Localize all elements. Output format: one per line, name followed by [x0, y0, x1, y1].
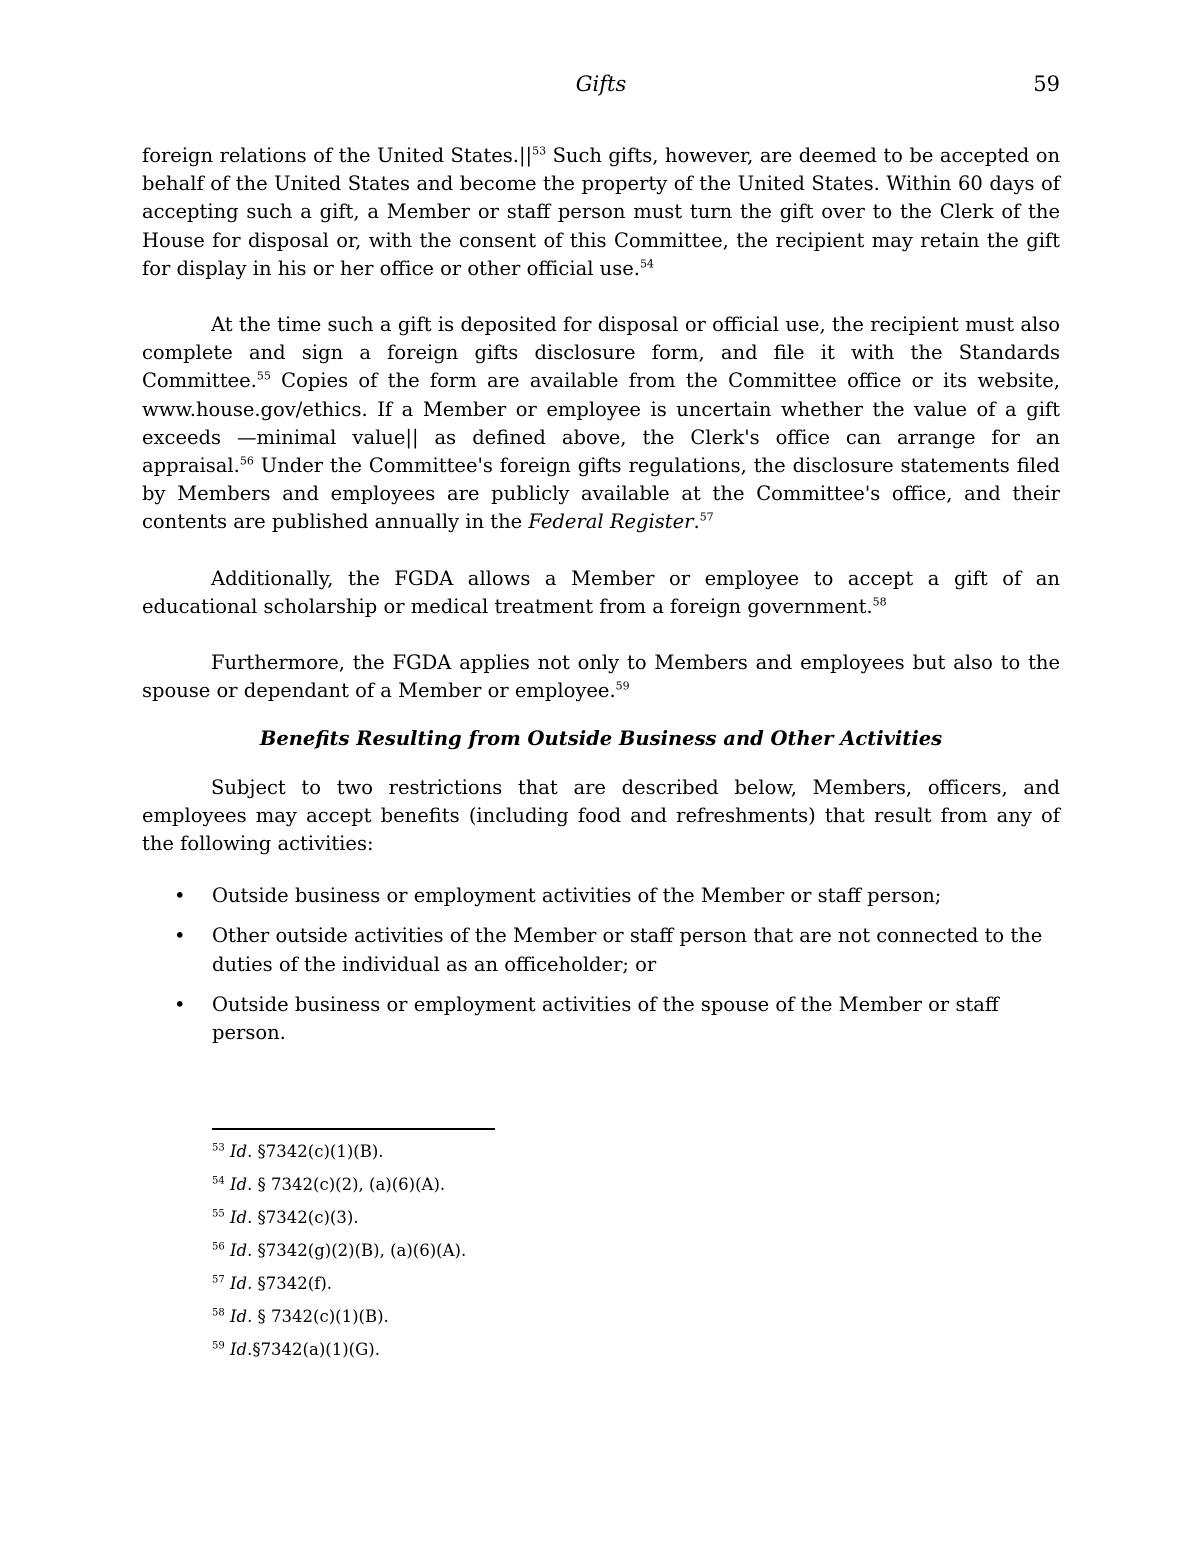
footnote-number: 58: [212, 1307, 225, 1319]
bullet-icon: •: [174, 992, 186, 1016]
paragraph-2-text-b: Copies of the form are available from the Committee office or its website, www.house.gov/ethics. If a Member or employee is uncertain whether the value of a gift exceeds —minimal value|| as defined above, the Clerk's office can arrange for an appraisal.: [142, 369, 1060, 478]
footnotes: [212, 1140, 912, 1371]
footnote-text: § 7342(c)(1)(B).: [252, 1307, 389, 1326]
footnote-text: §7342(f).: [252, 1274, 333, 1293]
paragraph-2-text-d: .: [693, 510, 700, 534]
paragraph-4-text: Furthermore, the FGDA applies not only to Members and employees but also to the spouse or dependant of a Member or employee.: [142, 651, 1060, 703]
running-header: [142, 72, 1060, 104]
footnote-id: Id.: [229, 1241, 253, 1260]
paragraph-3: [142, 565, 1060, 621]
bullet-icon: •: [174, 884, 186, 908]
paragraph-2-text-c: Under the Committee's foreign gifts regulations, the disclosure statements filed by Members and employees are publicly available at the Committee's office, and their contents are published annually in the: [142, 454, 1060, 534]
footnote: [212, 1239, 912, 1272]
paragraph-4: [142, 649, 1060, 705]
footnote-number: 53: [212, 1142, 225, 1154]
footnote-number: 55: [212, 1208, 225, 1220]
list-item: [142, 922, 1060, 978]
footnote-ref-56: 56: [239, 454, 254, 468]
footnote: [212, 1206, 912, 1239]
bullet-icon: •: [174, 924, 186, 948]
footnote-number: 54: [212, 1175, 225, 1187]
list-item-text: Other outside activities of the Member or staff person that are not connected to the duties of the individual as an officeholder; or: [212, 924, 1043, 976]
footnote-id: Id.: [229, 1208, 253, 1227]
footnote: [212, 1140, 912, 1173]
paragraph-2: [142, 311, 1060, 537]
paragraph-1-text-a: foreign relations of the United States.||: [142, 144, 533, 167]
section-subheading: Benefits Resulting from Outside Business and Other Activities: [259, 727, 943, 751]
footnote: [212, 1272, 912, 1305]
footnote-text: §7342(c)(1)(B).: [252, 1142, 384, 1161]
footnote-ref-59: 59: [615, 679, 630, 693]
list-item: [142, 882, 1060, 910]
footnote-id: Id.: [229, 1142, 253, 1161]
page-number: 59: [1033, 72, 1060, 96]
footnote-separator: [212, 1128, 495, 1130]
footnote-text: §7342(g)(2)(B), (a)(6)(A).: [252, 1241, 467, 1260]
footnote-ref-54: 54: [639, 257, 654, 271]
footnote-ref-58: 58: [872, 595, 887, 609]
footnote: [212, 1305, 912, 1338]
footnote: [212, 1338, 912, 1371]
footnote-id: Id.: [229, 1175, 253, 1194]
footnote-number: 56: [212, 1241, 225, 1253]
footnote-text: §7342(a)(1)(G).: [252, 1340, 380, 1359]
paragraph-1-text-b: Such gifts, however, are deemed to be accepted on behalf of the United States and become the property of the United States. Within 60 days of accepting such a gift, a Member or staff person must turn the gift over to the Clerk of the House for disposal or, with the consent of this Committee, the recipient may retain the gift for display in his or her office or other official use.: [142, 144, 1061, 280]
paragraph-1: [142, 142, 1060, 283]
paragraph-3-text: Additionally, the FGDA allows a Member or employee to accept a gift of an educational scholarship or medical treatment from a foreign government.: [142, 566, 1060, 618]
list-item-text: Outside business or employment activities of the Member or staff person;: [212, 884, 942, 908]
footnote-number: 59: [212, 1340, 225, 1352]
federal-register-title: Federal Register: [528, 510, 694, 534]
footnote-ref-57: 57: [699, 510, 714, 524]
footnote-id: Id.: [229, 1307, 253, 1326]
activity-list: [142, 882, 1060, 1047]
footnote-ref-55: 55: [256, 369, 271, 383]
footnote-id: Id.: [229, 1274, 253, 1293]
footnote-id: Id.: [229, 1340, 253, 1359]
body-text: [142, 142, 1060, 1059]
paragraph-5-text: Subject to two restrictions that are described below, Members, officers, and employees may accept benefits (including food and refreshments) that result from any of the following activities:: [142, 775, 1060, 856]
paragraph-2-text-a: At the time such a gift is deposited for disposal or official use, the recipient must also complete and sign a foreign gifts disclosure form, and file it with the Standards Committee.: [142, 313, 1060, 393]
list-item-text: Outside business or employment activities of the spouse of the Member or staff person.: [212, 992, 999, 1045]
footnote-text: § 7342(c)(2), (a)(6)(A).: [252, 1175, 446, 1194]
running-title: Gifts: [575, 72, 627, 96]
footnote: [212, 1173, 912, 1206]
footnote-number: 57: [212, 1274, 225, 1286]
paragraph-5: [142, 774, 1060, 859]
footnote-text: §7342(c)(3).: [252, 1208, 359, 1227]
footnote-ref-53: 53: [532, 144, 547, 158]
list-item: [142, 991, 1060, 1047]
